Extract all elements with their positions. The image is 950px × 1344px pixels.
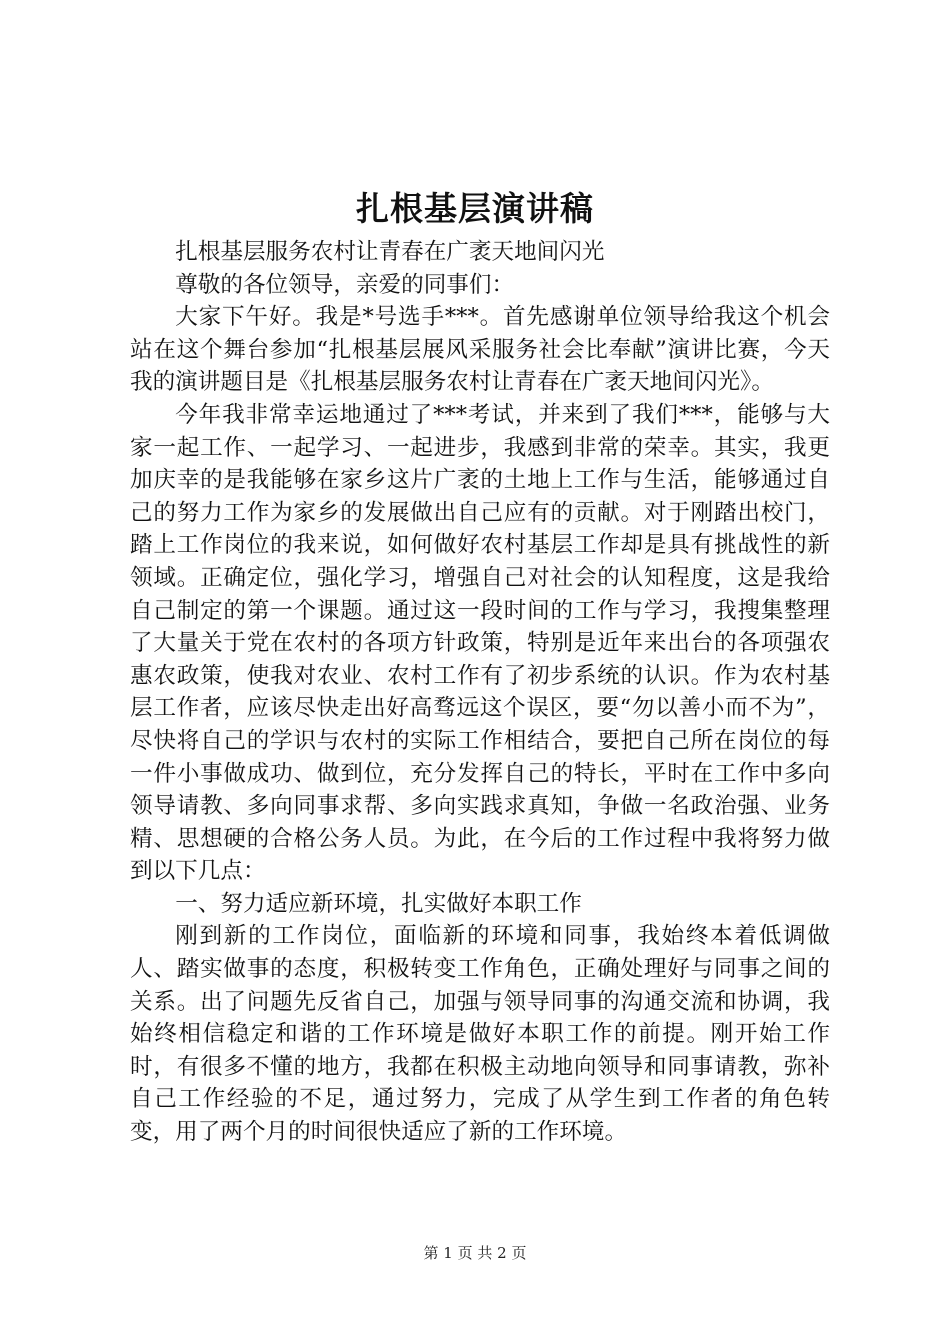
section-heading-1: 一、努力适应新环境，扎实做好本职工作 xyxy=(175,890,582,917)
document-title: 扎根基层演讲稿 xyxy=(356,189,594,228)
speech-subtitle: 扎根基层服务农村让青春在广袤天地间闪光 xyxy=(175,239,605,265)
document-body xyxy=(130,236,830,1149)
paragraph-section-1: 刚到新的工作岗位，面临新的环境和同事，我始终本着低调做人、踏实做事的态度，积极转变工作角色，正确处理好与同事之间的关系。出了问题先反省自己，加强与领导同事的沟通交流和协调，我始终相信稳定和谐的工作环境是做好本职工作的前提。刚开始工作时，有很多不懂的地方，我都在积极主动地向领导和同事请教，弥补自己工作经验的不足，通过努力，完成了从学生到工作者的角色转变，用了两个月的时间很快适应了新的工作环境。 xyxy=(130,923,830,1146)
paragraph-intro: 大家下午好。我是*号选手***。首先感谢单位领导给我这个机会站在这个舞台参加“扎根基层展风采服务社会比奉献”演讲比赛，今天我的演讲题目是《扎根基层服务农村让青春在广袤天地间闪光》。 xyxy=(130,304,830,396)
page-footer: 第 1 页 共 2 页 xyxy=(423,1244,527,1262)
paragraph-main: 今年我非常幸运地通过了***考试，并来到了我们***，能够与大家一起工作、一起学习、一起进步，我感到非常的荣幸。其实，我更加庆幸的是我能够在家乡这片广袤的土地上工作与生活，能够通过自己的努力工作为家乡的发展做出自己应有的贡献。对于刚踏出校门，踏上工作岗位的我来说，如何做好农村基层工作却是具有挑战性的新领域。正确定位，强化学习，增强自己对社会的认知程度，这是我给自己制定的第一个课题。通过这一段时间的工作与学习，我搜集整理了大量关于党在农村的各项方针政策，特别是近年来出台的各项强农惠农政策，使我对农业、农村工作有了初步系统的认识。作为农村基层工作者，应该尽快走出好高骛远这个误区，要“勿以善小而不为”，尽快将自己的学识与农村的实际工作相结合，要把自己所在岗位的每一件小事做成功、做到位，充分发挥自己的特长，平时在工作中多向领导请教、多向同事求帮、多向实践求真知，争做一名政治强、业务精、思想硬的合格公务人员。为此，在今后的工作过程中我将努力做到以下几点： xyxy=(130,401,830,885)
salutation: 尊敬的各位领导，亲爱的同事们： xyxy=(175,271,515,298)
